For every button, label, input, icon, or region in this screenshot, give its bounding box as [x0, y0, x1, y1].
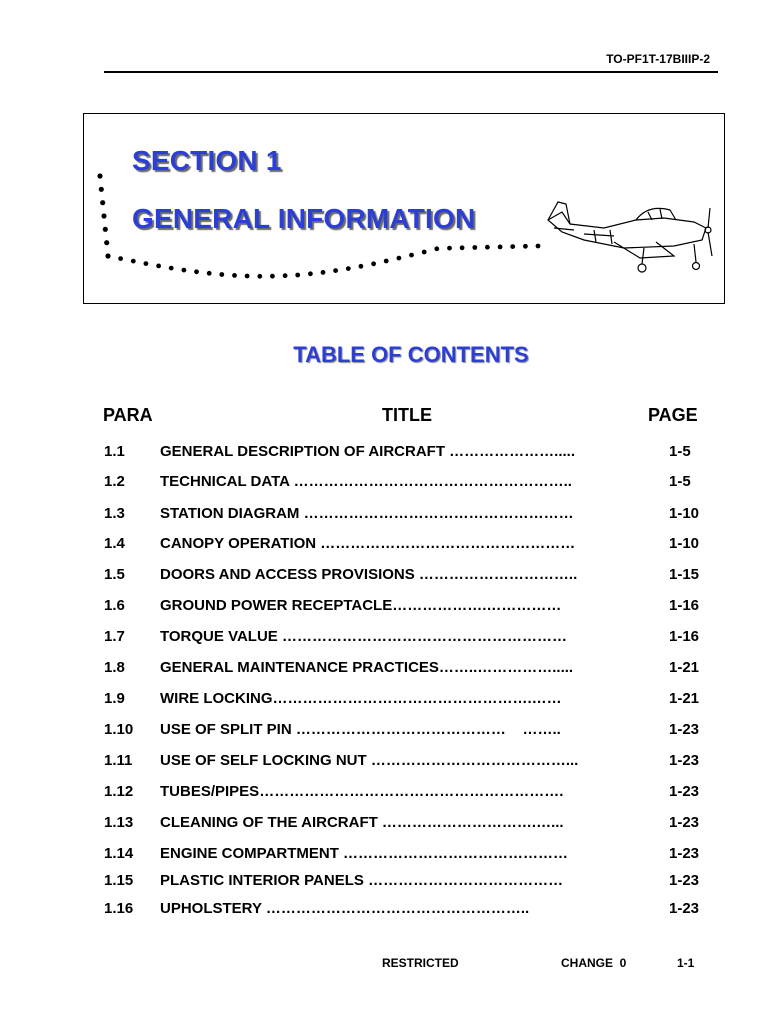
toc-entry-para: 1.5	[104, 566, 125, 583]
document-id: TO-PF1T-17BIIIP-2	[606, 52, 710, 66]
toc-entry-page: 1-23	[669, 872, 700, 889]
decoration-dot	[523, 244, 528, 249]
toc-entry-page: 1-15	[669, 566, 700, 583]
toc-entry-para: 1.1	[104, 443, 125, 460]
decoration-dot	[510, 244, 515, 249]
decoration-dot	[97, 173, 102, 178]
decoration-dot	[434, 246, 439, 251]
toc-entry	[0, 690, 768, 710]
decoration-dot	[103, 227, 108, 232]
column-header-page: PAGE	[648, 405, 698, 425]
decoration-dot	[485, 245, 490, 250]
toc-entry-title: USE OF SPLIT PIN …………………………………… ……..	[160, 721, 561, 738]
decoration-dot	[105, 253, 110, 258]
decoration-dot	[144, 261, 149, 266]
toc-entry-page: 1-23	[669, 783, 700, 800]
toc-entry-page: 1-23	[669, 814, 700, 831]
toc-entry-title: DOORS AND ACCESS PROVISIONS …………………………..	[160, 566, 578, 583]
toc-entry-para: 1.16	[104, 900, 134, 917]
toc-entry-page: 1-23	[669, 752, 700, 769]
decoration-dot	[257, 274, 262, 279]
toc-entry-title: ENGINE COMPARTMENT ………………………………………	[160, 845, 569, 862]
toc-entry-para: 1.14	[104, 845, 134, 862]
toc-entry-para: 1.9	[104, 690, 125, 707]
column-header-title: TITLE	[382, 405, 432, 425]
decoration-dot	[321, 270, 326, 275]
decoration-dot	[447, 246, 452, 251]
decoration-dot	[169, 266, 174, 271]
toc-entry	[0, 535, 768, 555]
toc-entry-para: 1.2	[104, 473, 125, 490]
toc-entry-title: USE OF SELF LOCKING NUT …………………………………...	[160, 752, 579, 769]
toc-entry-title: GENERAL DESCRIPTION OF AIRCRAFT ………………….....	[160, 443, 576, 460]
toc-entry-page: 1-5	[669, 443, 691, 460]
section-banner	[83, 113, 725, 304]
toc-entry-page: 1-21	[669, 690, 700, 707]
toc-entry-title: TECHNICAL DATA ………………………………………………..	[160, 473, 572, 490]
decoration-dot	[397, 256, 402, 261]
decoration-dot	[333, 268, 338, 273]
decoration-dot	[283, 273, 288, 278]
section-number: SECTION 1	[132, 145, 282, 176]
toc-entry-title: GENERAL MAINTENANCE PRACTICES……..…………….....	[160, 659, 574, 676]
toc-entry-para: 1.13	[104, 814, 134, 831]
decoration-dot	[100, 200, 105, 205]
decoration-dot	[131, 259, 136, 264]
decoration-dot	[460, 245, 465, 250]
decoration-dot	[498, 245, 503, 250]
decoration-dot	[409, 253, 414, 258]
toc-entry	[0, 597, 768, 617]
toc-entry-title: TUBES/PIPES…………………………………………………….	[160, 783, 564, 800]
toc-entry-para: 1.6	[104, 597, 125, 614]
toc-entry	[0, 659, 768, 679]
decoration-dot	[182, 268, 187, 273]
toc-entry	[0, 505, 768, 525]
toc-entry-title: STATION DIAGRAM ………………………………………………	[160, 505, 574, 522]
toc-entry	[0, 443, 768, 463]
toc-entry-para: 1.8	[104, 659, 125, 676]
decoration-dot	[207, 271, 212, 276]
toc-entry-para: 1.3	[104, 505, 125, 522]
toc-entry-title: PLASTIC INTERIOR PANELS …………………………………	[160, 872, 564, 889]
toc-entry-page: 1-5	[669, 473, 691, 490]
decoration-dot	[99, 187, 104, 192]
toc-title: TABLE OF CONTENTS	[293, 342, 529, 367]
toc-entry-page: 1-10	[669, 535, 700, 552]
decoration-dot	[371, 261, 376, 266]
toc-entry-para: 1.12	[104, 783, 134, 800]
decoration-dot	[308, 271, 313, 276]
toc-entry	[0, 721, 768, 741]
toc-entry	[0, 752, 768, 772]
toc-entry-title: CLEANING OF THE AIRCRAFT ………………………….…...	[160, 814, 564, 831]
toc-entry-page: 1-23	[669, 900, 700, 917]
decoration-dot	[118, 256, 123, 261]
toc-entry	[0, 872, 768, 892]
decoration-dot	[104, 240, 109, 245]
toc-entry-title: GROUND POWER RECEPTACLE……………….……………	[160, 597, 562, 614]
toc-entry	[0, 814, 768, 834]
toc-entry-para: 1.11	[104, 752, 133, 769]
toc-entry-title: TORQUE VALUE …………………………………………………	[160, 628, 567, 645]
decoration-dot	[219, 272, 224, 277]
aircraft-icon	[544, 198, 724, 278]
decoration-dot	[295, 273, 300, 278]
column-header-para: PARA	[103, 405, 153, 425]
toc-entry-para: 1.7	[104, 628, 125, 645]
decoration-dot	[194, 269, 199, 274]
toc-entry-page: 1-21	[669, 659, 700, 676]
toc-entry-page: 1-23	[669, 721, 700, 738]
footer-change: CHANGE 0	[561, 956, 627, 970]
decoration-dot	[422, 250, 427, 255]
decoration-dot	[384, 259, 389, 264]
toc-entry	[0, 566, 768, 586]
toc-entry	[0, 783, 768, 803]
decoration-dot	[536, 244, 541, 249]
toc-entry-page: 1-23	[669, 845, 700, 862]
toc-entry-para: 1.10	[104, 721, 134, 738]
footer-classification: RESTRICTED	[382, 956, 459, 970]
footer-page-number: 1-1	[677, 956, 695, 970]
toc-entry-title: WIRE LOCKING…………………………………………….……	[160, 690, 562, 707]
decoration-dot	[270, 274, 275, 279]
decoration-dot	[232, 273, 237, 278]
toc-entry	[0, 845, 768, 865]
toc-entry	[0, 473, 768, 493]
section-title: GENERAL INFORMATION	[132, 203, 476, 234]
toc-entry-page: 1-10	[669, 505, 700, 522]
toc-entry-page: 1-16	[669, 628, 700, 645]
toc-entry-title: UPHOLSTERY ……………………………………………..	[160, 900, 530, 917]
decoration-dot	[156, 264, 161, 269]
decoration-dot	[472, 245, 477, 250]
toc-entry-para: 1.4	[104, 535, 125, 552]
decoration-dot	[101, 213, 106, 218]
decoration-dot	[346, 266, 351, 271]
toc-entry	[0, 900, 768, 920]
toc-entry-para: 1.15	[104, 872, 134, 889]
toc-entry-title: CANOPY OPERATION ……………………………………………	[160, 535, 576, 552]
toc-entry-page: 1-16	[669, 597, 700, 614]
header-rule	[104, 71, 718, 73]
toc-entry	[0, 628, 768, 648]
decoration-dot	[359, 264, 364, 269]
decoration-dot	[245, 274, 250, 279]
